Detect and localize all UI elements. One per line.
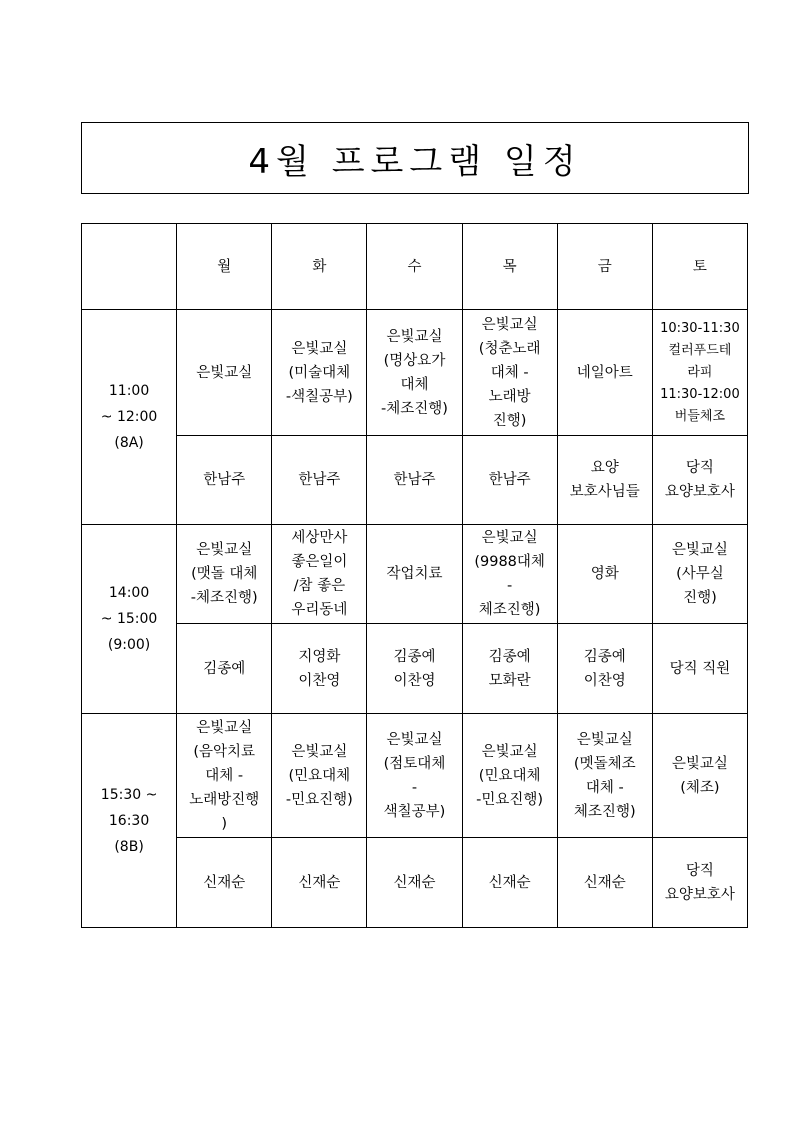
- day-header-wed: 수: [367, 224, 462, 310]
- program-cell: 은빛교실 (명상요가 대체 -체조진행): [367, 310, 462, 436]
- program-cell: 10:30-11:30 컬러푸드테 라피 11:30-12:00 버들체조: [652, 310, 747, 436]
- program-cell: 작업치료: [367, 525, 462, 624]
- day-header-fri: 금: [557, 224, 652, 310]
- staff-cell: 당직 요양보호사: [652, 436, 747, 525]
- program-row: [82, 310, 748, 436]
- time-slot-2: 14:00 ~ 15:00 (9:00): [82, 525, 177, 714]
- program-cell: 은빛교실 (민요대체 -민요진행): [462, 714, 557, 838]
- program-cell: 은빛교실 (멧돌체조 대체 - 체조진행): [557, 714, 652, 838]
- corner-cell: [82, 224, 177, 310]
- staff-cell: 김종예 이찬영: [557, 624, 652, 714]
- staff-row: [82, 436, 748, 525]
- staff-cell: 당직 요양보호사: [652, 838, 747, 928]
- staff-cell: 한남주: [272, 436, 367, 525]
- day-header-sat: 토: [652, 224, 747, 310]
- staff-cell: 신재순: [177, 838, 272, 928]
- staff-cell: 김종예 이찬영: [367, 624, 462, 714]
- staff-cell: 신재순: [557, 838, 652, 928]
- program-row: [82, 525, 748, 624]
- program-cell: 세상만사 좋은일이 /참 좋은 우리동네: [272, 525, 367, 624]
- staff-cell: 신재순: [367, 838, 462, 928]
- program-cell: 은빛교실 (청춘노래 대체 - 노래방 진행): [462, 310, 557, 436]
- program-cell: 네일아트: [557, 310, 652, 436]
- staff-cell: 요양 보호사님들: [557, 436, 652, 525]
- header-row: [82, 224, 748, 310]
- schedule-table: [81, 223, 748, 928]
- title-box: [81, 122, 749, 194]
- staff-cell: 한남주: [462, 436, 557, 525]
- staff-cell: 당직 직원: [652, 624, 747, 714]
- program-row: [82, 714, 748, 838]
- staff-cell: 지영화 이찬영: [272, 624, 367, 714]
- time-slot-3: 15:30 ~ 16:30 (8B): [82, 714, 177, 928]
- time-slot-1: 11:00 ~ 12:00 (8A): [82, 310, 177, 525]
- day-header-thu: 목: [462, 224, 557, 310]
- program-cell: 은빛교실: [177, 310, 272, 436]
- program-cell: 은빛교실 (음악치료 대체 - 노래방진행 ): [177, 714, 272, 838]
- page-title: 4월 프로그램 일정: [248, 141, 582, 182]
- program-cell: 은빛교실 (9988대체 - 체조진행): [462, 525, 557, 624]
- staff-cell: 신재순: [462, 838, 557, 928]
- program-cell: 은빛교실 (점토대체 - 색칠공부): [367, 714, 462, 838]
- program-cell: 은빛교실 (사무실 진행): [652, 525, 747, 624]
- staff-cell: 신재순: [272, 838, 367, 928]
- staff-cell: 한남주: [367, 436, 462, 525]
- program-cell: 은빛교실 (맷돌 대체 -체조진행): [177, 525, 272, 624]
- staff-cell: 김종예 모화란: [462, 624, 557, 714]
- staff-row: [82, 624, 748, 714]
- program-cell: 은빛교실 (체조): [652, 714, 747, 838]
- program-cell: 영화: [557, 525, 652, 624]
- program-cell: 은빛교실 (미술대체 -색칠공부): [272, 310, 367, 436]
- staff-cell: 김종예: [177, 624, 272, 714]
- staff-row: [82, 838, 748, 928]
- day-header-mon: 월: [177, 224, 272, 310]
- staff-cell: 한남주: [177, 436, 272, 525]
- program-cell: 은빛교실 (민요대체 -민요진행): [272, 714, 367, 838]
- day-header-tue: 화: [272, 224, 367, 310]
